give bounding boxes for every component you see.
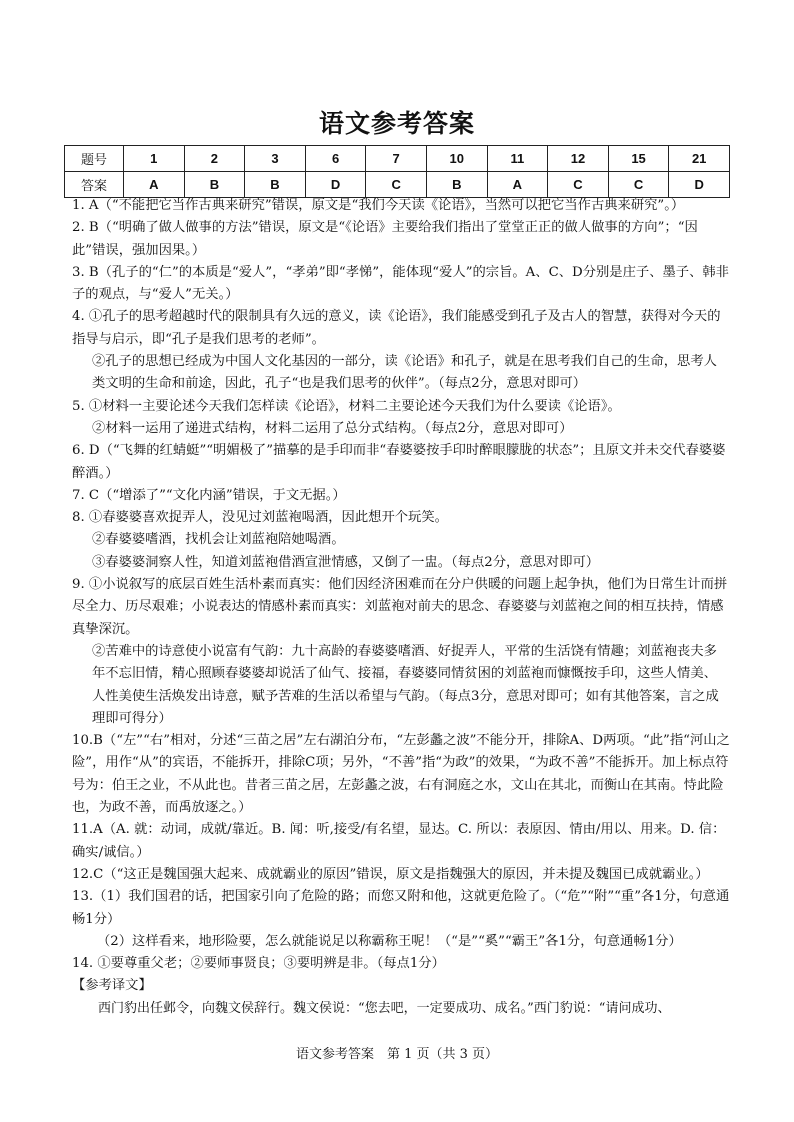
answer-11-explanation: 11.A（A. 就：动词，成就/靠近。B. 闻：听,接受/有名望，显达。C. 所以：表原因、情由/用以、用来。D. 信：确实/诚信。） (72, 822, 726, 860)
answer-7-explanation: 7. C（“增添了”“文化内涵”错误，于文无据。） (72, 487, 346, 503)
answer-cell: B (184, 172, 245, 198)
question-number-cell: 2 (184, 146, 245, 172)
answer-8-point-2: ②春婆婆嗜酒，找机会让刘蓝袍陪她喝酒。 (92, 532, 345, 548)
answer-4-point-2: ②孔子的思想已经成为中国人文化基因的一部分，读《论语》和孔子，就是在思考我们自己的生命，思考人类文明的生命和前途，因此，孔子“也是我们思考的伙伴”。（每点2分，意思对即可） (92, 354, 717, 392)
answer-cell: C (608, 172, 669, 198)
question-number-cell: 3 (245, 146, 306, 172)
answer-1-explanation: 1. A（“不能把它当作古典来研究”错误，原文是“我们今天读《论语》，当然可以把它当作古典来研究”。） (72, 198, 685, 213)
question-number-cell: 15 (608, 146, 669, 172)
reference-translation-heading: 【参考译文】 (72, 978, 152, 994)
answer-cell: D (305, 172, 366, 198)
question-number-cell: 1 (124, 146, 185, 172)
answer-5-point-2: ②材料一运用了递进式结构，材料二运用了总分式结构。（每点2分，意思对即可） (92, 420, 573, 436)
answer-2-explanation: 2. B（“明确了做人做事的方法”错误，原文是“《论语》主要给我们指出了堂堂正正的做人做事的方向”；“因此”错误，强加因果。） (72, 220, 698, 258)
answer-header: 答案 (65, 172, 124, 198)
answer-10-explanation: 10.B（“左”“右”相对，分述“三苗之居”左右湖泊分布，“左彭蠡之波”不能分开，排除A、D两项。“此”指“河山之险”，用作“从”的宾语，不能拆开，排除C项；另外，“不善”指“为政”的效果，“为政不善”不能拆开。加上标点符号为：伯王之业，不从此也。昔者三苗之居，左彭蠡之波，右有洞庭之水，文山在其北，而衡山在其南。恃此险也，为政不善，而禹放逐之。） (72, 733, 730, 816)
answer-4-point-1: 4. ①孔子的思考超越时代的限制具有久远的意义，读《论语》，我们能感受到孔子及古人的智慧，获得对今天的指导与启示，即“孔子是我们思考的老师”。 (72, 309, 721, 347)
answer-explanations (72, 195, 730, 1020)
reference-translation-text: 西门豹出任邺令，向魏文侯辞行。魏文侯说：“您去吧，一定要成功、成名。”西门豹说：“请问成功、 (98, 1000, 671, 1016)
answer-9-point-1: 9. ①小说叙写的底层百姓生活朴素而真实：他们因经济困难而在分户供暖的问题上起争执，他们为日常生计而拼尽全力、历尽艰难；小说表达的情感朴素而真实：刘蓝袍对前夫的思念、春婆婆与刘蓝袍之间的相互扶持，情感真挚深沉。 (72, 577, 728, 637)
question-number-header: 题号 (65, 146, 124, 172)
question-number-cell: 6 (305, 146, 366, 172)
answer-cell: A (124, 172, 185, 198)
answer-cell: A (487, 172, 548, 198)
answer-3-explanation: 3. B（孔子的“仁”的本质是“爱人”，“孝弟”即“孝悌”，能体现“爱人”的宗旨。A、C、D分别是庄子、墨子、韩非子的观点，与“爱人”无关。） (72, 264, 729, 303)
question-number-cell: 10 (426, 146, 487, 172)
answer-13-part-2: （2）这样看来，地形险要，怎么就能说足以称霸称王呢！（“是”“奚”“霸王”各1分，句意通畅1分） (97, 933, 682, 949)
page-footer: 语文参考答案 第 1 页（共 3 页） (295, 1047, 499, 1062)
answer-table (64, 145, 730, 198)
answer-cell: B (245, 172, 306, 198)
question-number-cell: 21 (669, 146, 730, 172)
question-number-cell: 7 (366, 146, 427, 172)
answer-cell: D (669, 172, 730, 198)
answer-5-point-1: 5. ①材料一主要论述今天我们怎样读《论语》，材料二主要论述今天我们为什么要读《论语》。 (72, 398, 621, 414)
answer-14-explanation: 14. ①要尊重父老；②要师事贤良；③要明辨是非。（每点1分） (72, 956, 445, 972)
answer-cell: B (426, 172, 487, 198)
answer-8-point-1: 8. ①春婆婆喜欢捉弄人，没见过刘蓝袍喝酒，因此想开个玩笑。 (72, 510, 448, 526)
answer-cell: C (366, 172, 427, 198)
page-title: 语文参考答案 (318, 109, 475, 138)
question-number-cell: 12 (548, 146, 609, 172)
answer-row (65, 172, 730, 198)
answer-cell: C (548, 172, 609, 198)
question-number-cell: 11 (487, 146, 548, 172)
answer-13-part-1: 13.（1）我们国君的话，把国家引向了危险的路；而您又附和他，这就更危险了。（“危”“附”“重”各1分，句意通畅1分） (72, 889, 730, 927)
question-number-row (65, 146, 730, 172)
answer-6-explanation: 6. D（“飞舞的红蜻蜓”“明媚极了”描摹的是手印而非“春婆婆按手印时醉眼朦胧的状态”；且原文并未交代春婆婆醉酒。） (72, 443, 726, 481)
answer-8-point-3: ③春婆婆洞察人性，知道刘蓝袍借酒宣泄情感，又倒了一盅。（每点2分，意思对即可） (92, 554, 600, 570)
answer-12-explanation: 12.C（“这正是魏国强大起来、成就霸业的原因”错误，原文是指魏强大的原因，并未提及魏国已成就霸业。） (72, 866, 709, 882)
answer-9-point-2: ②苦难中的诗意使小说富有气韵：九十高龄的春婆婆嗜酒、好捉弄人，平常的生活饶有情趣；刘蓝袍丧夫多年不忘旧情，精心照顾春婆婆却说活了仙气、接福，春婆婆同情贫困的刘蓝袍而慷慨按手印，这些人情美、人性美使生活焕发出诗意，赋予苦难的生活以希望与气韵。（每点3分，意思对即可；如有其他答案，言之成理即可得分） (92, 643, 719, 726)
